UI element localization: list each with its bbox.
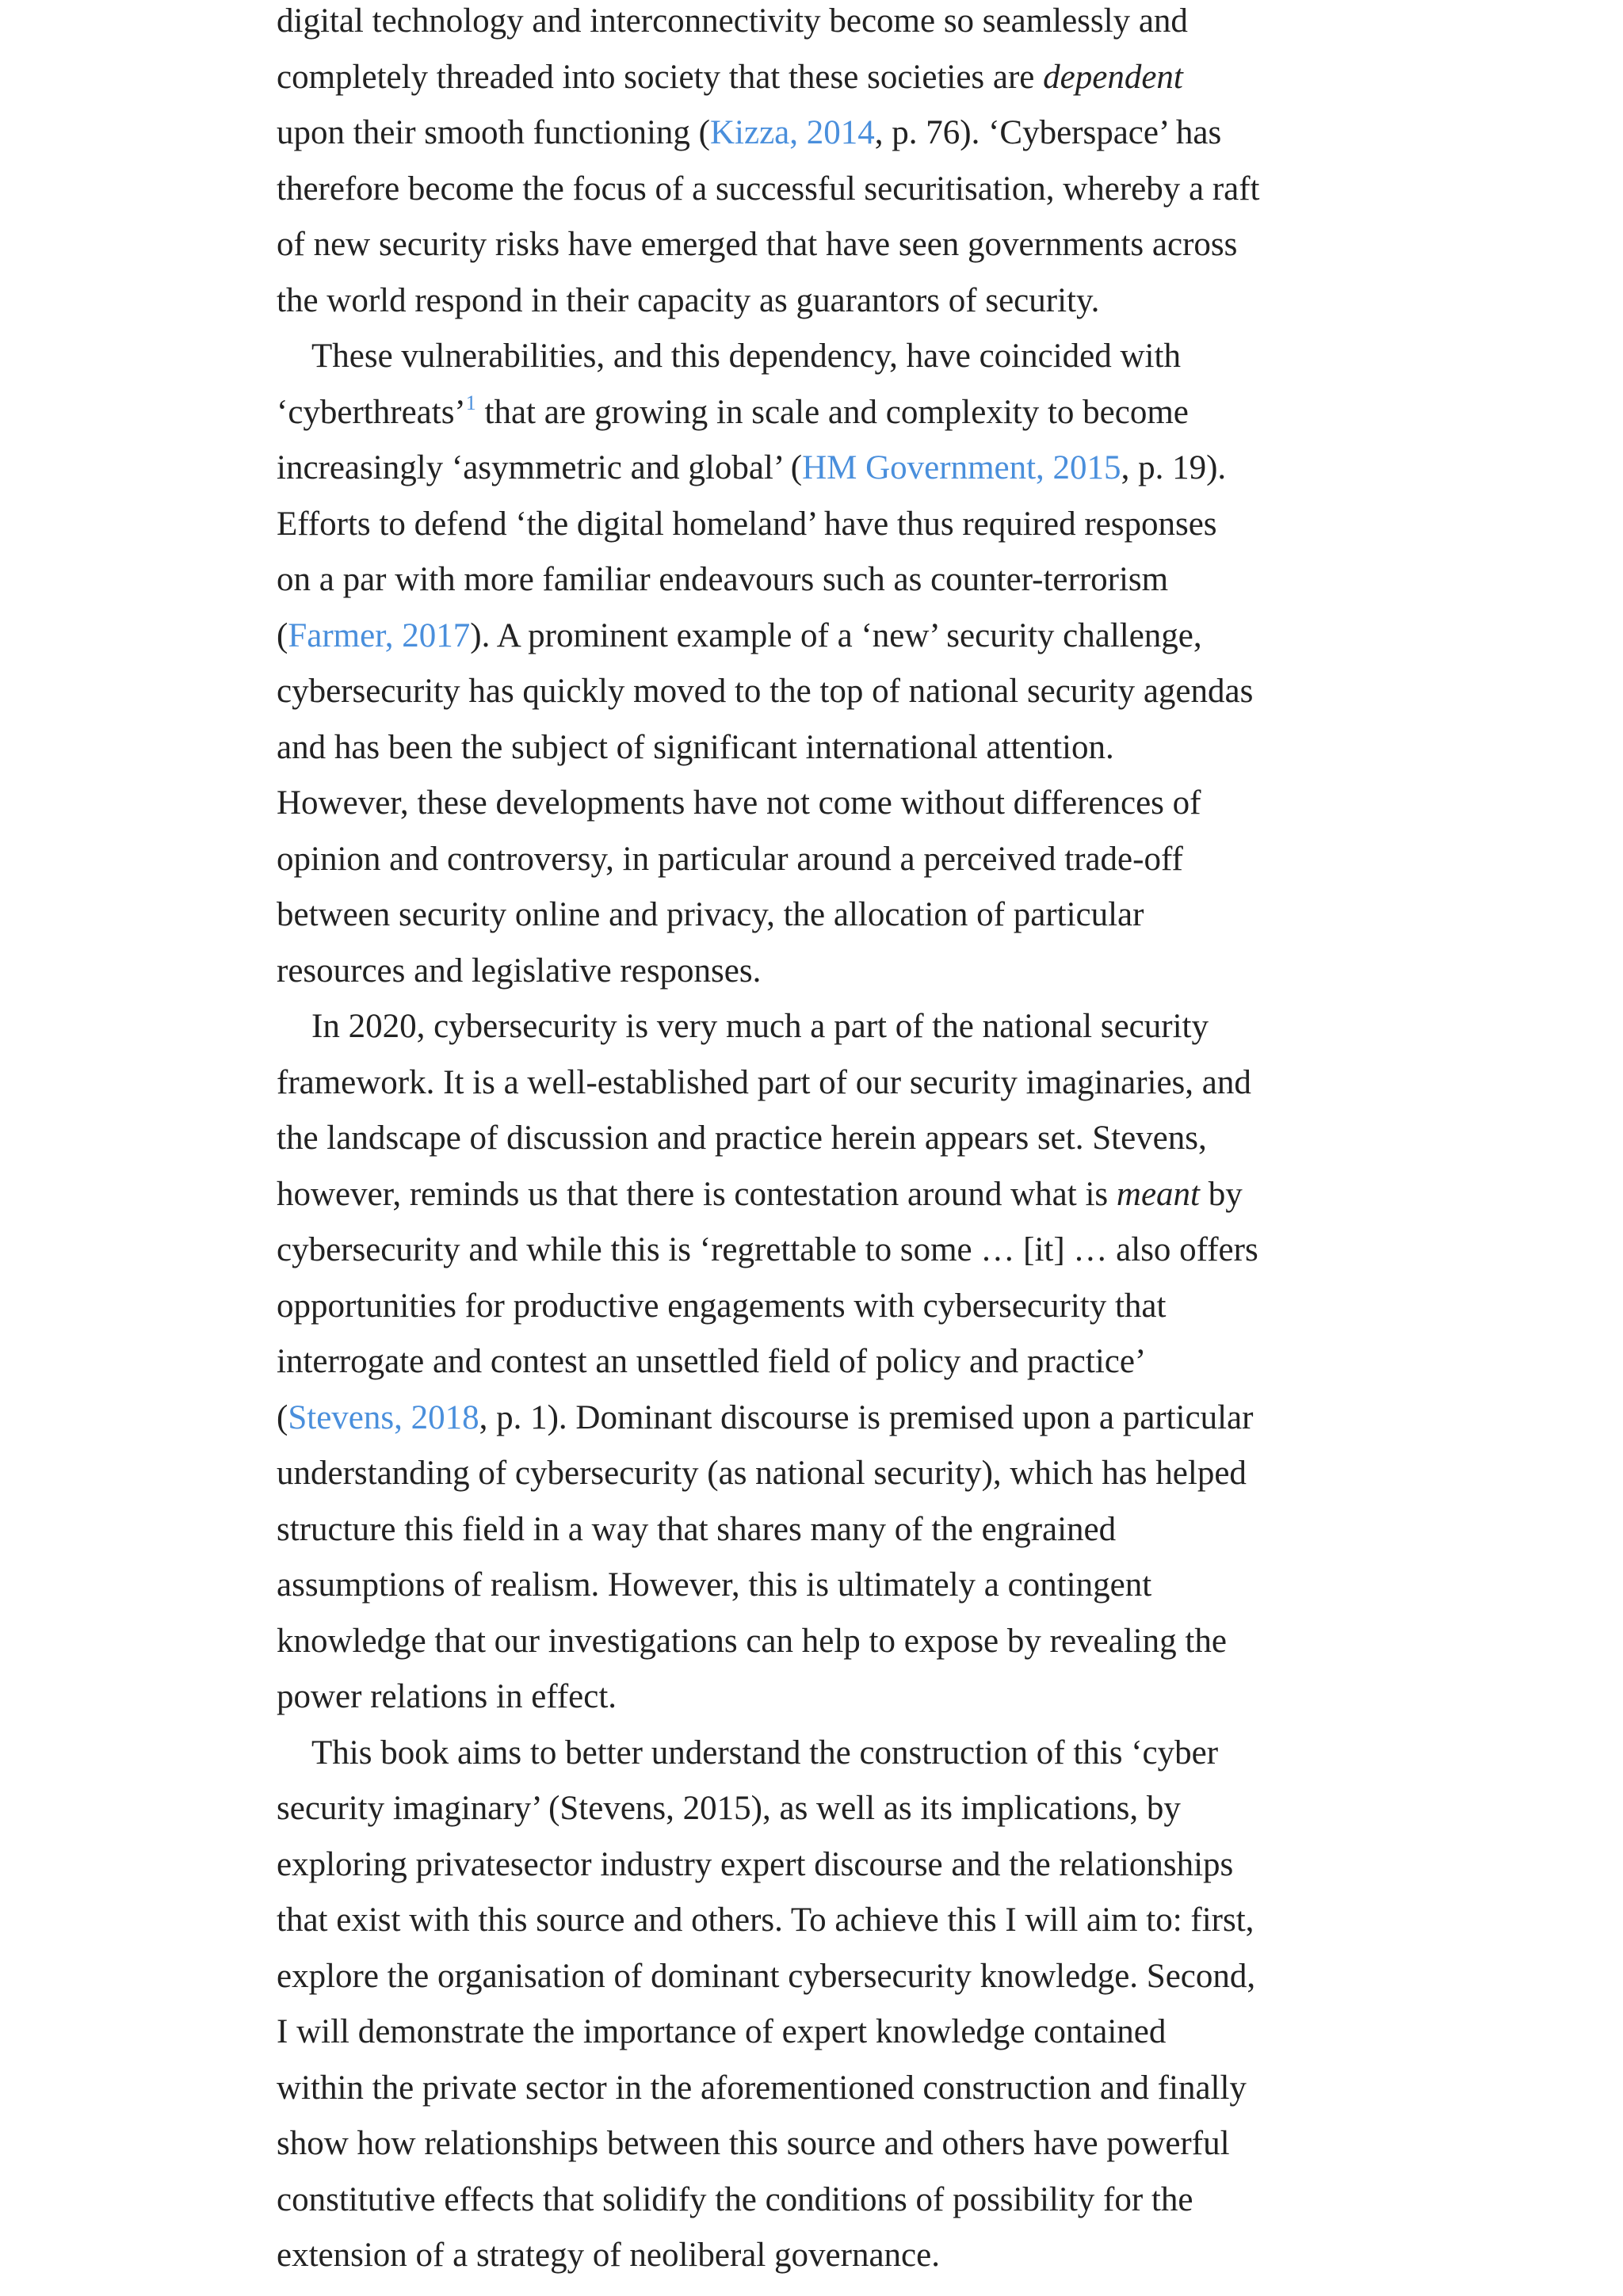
text-run: ‘cyberthreats’ xyxy=(277,393,466,431)
text-run: I will demonstrate the importance of expert knowledge contained xyxy=(277,2013,1167,2050)
text-line xyxy=(277,1167,1410,1223)
text-run: understanding of cybersecurity (as national security), which has helped xyxy=(277,1455,1247,1492)
text-run: the world respond in their capacity as guarantors of security. xyxy=(277,281,1100,319)
text-line xyxy=(277,832,1410,888)
text-run: security imaginary’ (Stevens, 2015), as well as its implications, by xyxy=(277,1790,1181,1827)
text-line xyxy=(277,720,1410,776)
text-run: extension of a strategy of neoliberal governance. xyxy=(277,2237,940,2274)
text-line xyxy=(277,887,1410,944)
text-run: opinion and controversy, in particular around a perceived trade-off xyxy=(277,840,1183,878)
text-run: between security online and privacy, the allocation of particular xyxy=(277,896,1144,933)
paragraph xyxy=(277,999,1410,1726)
text-run: exploring privatesector industry expert discourse and the relationships xyxy=(277,1845,1234,1883)
text-line xyxy=(277,385,1410,441)
text-run: framework. It is a well-established part of our security imaginaries, and xyxy=(277,1063,1251,1101)
text-run: resources and legislative responses. xyxy=(277,952,762,990)
footnote-marker[interactable]: 1 xyxy=(465,391,476,414)
text-run: increasingly ‘asymmetric and global’ ( xyxy=(277,449,803,486)
body-text xyxy=(277,0,1410,2284)
text-run: and has been the subject of significant international attention. xyxy=(277,728,1114,766)
text-line xyxy=(277,497,1410,553)
text-line xyxy=(277,1279,1410,1335)
text-line xyxy=(277,1502,1410,1558)
text-run: In 2020, cybersecurity is very much a part of the national security xyxy=(311,1008,1209,1045)
text-run: explore the organisation of dominant cybersecurity knowledge. Second, xyxy=(277,1957,1256,1995)
text-run: constitutive effects that solidify the conditions of possibility for the xyxy=(277,2180,1193,2218)
text-line xyxy=(277,1726,1410,1782)
text-line xyxy=(277,1669,1410,1726)
citation-link[interactable]: HM Government, 2015 xyxy=(802,449,1121,486)
text-line xyxy=(277,50,1410,106)
text-run: cybersecurity and while this is ‘regrettable to some … [it] … also offers xyxy=(277,1231,1258,1268)
text-run: structure this field in a way that shares many of the engrained xyxy=(277,1510,1117,1548)
text-line xyxy=(277,608,1410,665)
emphasis-text: dependent xyxy=(1043,58,1183,96)
text-line xyxy=(277,2004,1410,2061)
text-run: of new security risks have emerged that have seen governments across xyxy=(277,226,1238,263)
text-line xyxy=(277,105,1410,162)
text-line xyxy=(277,1614,1410,1670)
text-run: cybersecurity has quickly moved to the top of national security agendas xyxy=(277,673,1254,710)
text-run: that exist with this source and others. To achieve this I will aim to: first, xyxy=(277,1901,1254,1939)
text-line xyxy=(277,664,1410,720)
text-line xyxy=(277,1055,1410,1112)
text-run: This book aims to better understand the construction of this ‘cyber xyxy=(311,1733,1219,1772)
text-run: interrogate and contest an unsettled field of policy and practice’ xyxy=(277,1343,1147,1380)
text-run: upon their smooth functioning ( xyxy=(277,114,710,151)
text-line xyxy=(277,1111,1410,1167)
text-line xyxy=(277,329,1410,385)
paragraph xyxy=(277,329,1410,999)
text-line xyxy=(277,2116,1410,2172)
text-line xyxy=(277,1837,1410,1894)
text-line xyxy=(277,162,1410,218)
paragraph xyxy=(277,1726,1410,2284)
text-line xyxy=(277,0,1410,50)
text-run: ( xyxy=(277,1398,288,1436)
text-line xyxy=(277,2172,1410,2229)
text-run: power relations in effect. xyxy=(277,1678,617,1715)
text-run: digital technology and interconnectivity become so seamlessly and xyxy=(277,2,1188,40)
text-line xyxy=(277,1949,1410,2005)
text-run: by xyxy=(1199,1175,1243,1213)
text-line xyxy=(277,1893,1410,1949)
text-line xyxy=(277,1222,1410,1279)
text-line xyxy=(277,552,1410,608)
text-line xyxy=(277,999,1410,1055)
text-run: the landscape of discussion and practice herein appears set. Stevens, xyxy=(277,1119,1207,1157)
text-run: assumptions of realism. However, this is ultimately a contingent xyxy=(277,1566,1152,1604)
text-run: knowledge that our investigations can help to expose by revealing the xyxy=(277,1622,1227,1660)
text-line xyxy=(277,273,1410,330)
text-line xyxy=(277,441,1410,497)
emphasis-text: meant xyxy=(1116,1175,1200,1213)
paragraph xyxy=(277,0,1410,329)
text-run: that are growing in scale and complexity to become xyxy=(475,393,1189,431)
text-run: ). A prominent example of a ‘new’ security challenge, xyxy=(470,616,1202,654)
text-run: completely threaded into society that these societies are xyxy=(277,58,1044,96)
text-run: show how relationships between this source and others have powerful xyxy=(277,2125,1230,2162)
text-line xyxy=(277,217,1410,273)
text-line xyxy=(277,1334,1410,1390)
text-line xyxy=(277,1781,1410,1837)
text-run: Efforts to defend ‘the digital homeland’ have thus required responses xyxy=(277,505,1217,543)
text-run: However, these developments have not come without differences of xyxy=(277,784,1201,822)
text-run: These vulnerabilities, and this dependency, have coincided with xyxy=(311,338,1181,375)
text-line xyxy=(277,2228,1410,2284)
text-run: ( xyxy=(277,616,288,654)
citation-link[interactable]: Stevens, 2018 xyxy=(288,1398,479,1436)
text-line xyxy=(277,1446,1410,1502)
text-line xyxy=(277,2061,1410,2117)
text-run: however, reminds us that there is contestation around what is xyxy=(277,1175,1117,1213)
text-line xyxy=(277,944,1410,1000)
text-run: , p. 19). xyxy=(1121,449,1227,486)
text-line xyxy=(277,776,1410,832)
text-line xyxy=(277,1390,1410,1447)
citation-link[interactable]: Kizza, 2014 xyxy=(710,114,875,151)
text-run: , p. 1). Dominant discourse is premised upon a particular xyxy=(479,1398,1254,1436)
text-run: therefore become the focus of a successful securitisation, whereby a raft xyxy=(277,170,1260,208)
text-run: within the private sector in the aforementioned construction and finally xyxy=(277,2069,1247,2107)
text-run: on a par with more familiar endeavours such as counter-terrorism xyxy=(277,561,1169,598)
text-run: opportunities for productive engagements with cybersecurity that xyxy=(277,1287,1167,1325)
citation-link[interactable]: Farmer, 2017 xyxy=(288,616,471,654)
text-line xyxy=(277,1558,1410,1614)
text-run: , p. 76). ‘Cyberspace’ has xyxy=(874,114,1222,151)
